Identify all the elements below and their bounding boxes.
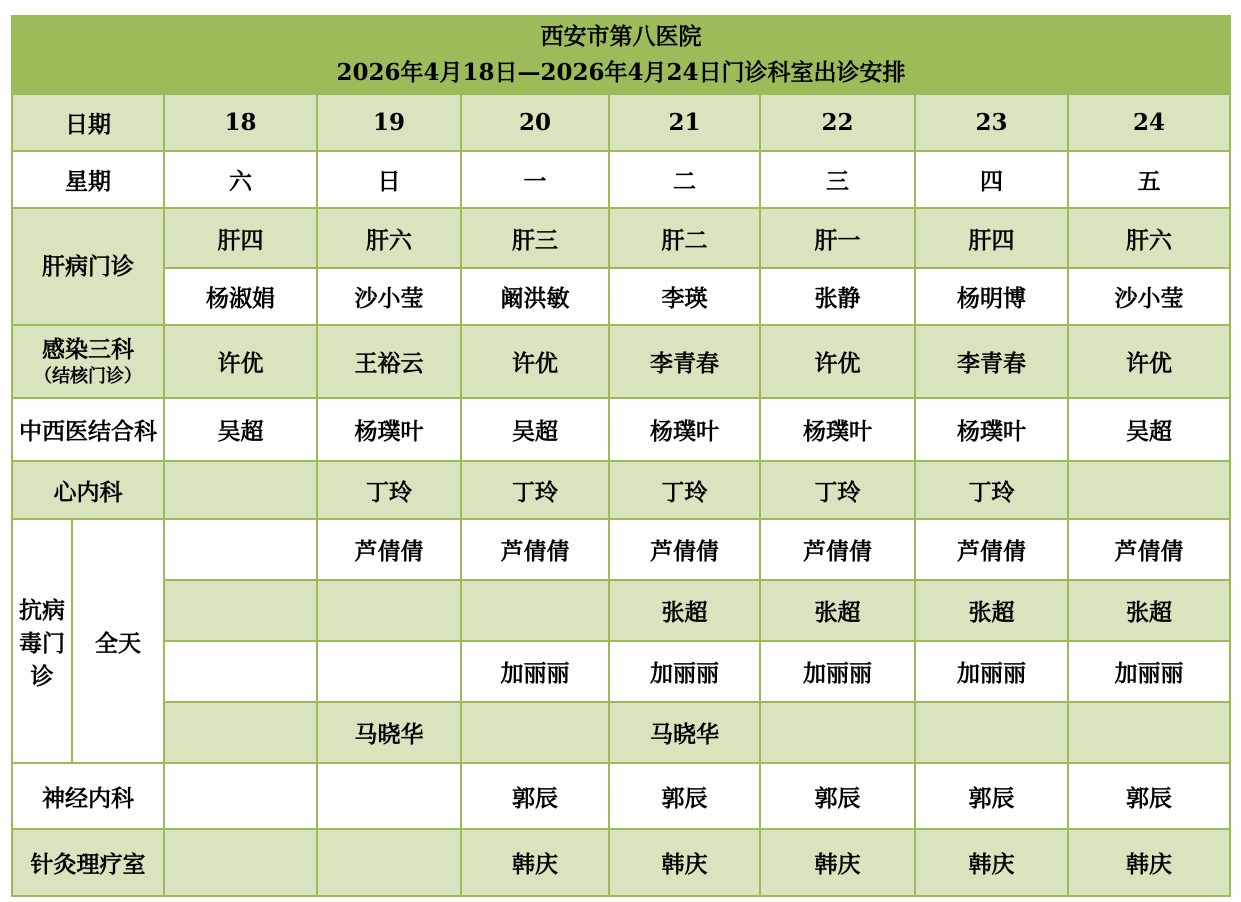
dept-label-liver-clinic: 肝病门诊 xyxy=(12,208,164,325)
infection-cell: 李青春 xyxy=(609,325,760,398)
cardiology-cell: 丁玲 xyxy=(760,461,915,519)
antiviral-cell: 加丽丽 xyxy=(760,641,915,702)
liver-doctor-cell: 杨淑娟 xyxy=(164,268,317,325)
antiviral-cell: 芦倩倩 xyxy=(1068,519,1230,580)
date-cell: 19 xyxy=(317,94,461,151)
acupuncture-cell xyxy=(317,829,461,896)
neurology-cell: 郭辰 xyxy=(760,763,915,829)
liver-doctor-cell: 杨明博 xyxy=(915,268,1068,325)
cardiology-cell: 丁玲 xyxy=(317,461,461,519)
antiviral-cell xyxy=(1068,702,1230,763)
neurology-cell: 郭辰 xyxy=(1068,763,1230,829)
liver-doctor-cell: 阚洪敏 xyxy=(461,268,609,325)
tcm-cell: 吴超 xyxy=(1068,398,1230,461)
cardiology-cell xyxy=(164,461,317,519)
infection-label-line2: （结核门诊） xyxy=(34,365,142,387)
tcm-cell: 杨璞叶 xyxy=(915,398,1068,461)
dept-label-cardiology: 心内科 xyxy=(12,461,164,519)
weekday-cell: 六 xyxy=(164,151,317,208)
neurology-cell: 郭辰 xyxy=(609,763,760,829)
tcm-cell: 杨璞叶 xyxy=(317,398,461,461)
acupuncture-cell: 韩庆 xyxy=(1068,829,1230,896)
antiviral-cell: 张超 xyxy=(760,580,915,641)
antiviral-cell xyxy=(461,580,609,641)
weekday-cell: 三 xyxy=(760,151,915,208)
neurology-cell xyxy=(164,763,317,829)
weekday-cell: 二 xyxy=(609,151,760,208)
liver-slot-cell: 肝六 xyxy=(317,208,461,268)
date-cell: 22 xyxy=(760,94,915,151)
date-cell: 24 xyxy=(1068,94,1230,151)
weekday-cell: 日 xyxy=(317,151,461,208)
liver-slot-cell: 肝一 xyxy=(760,208,915,268)
antiviral-cell xyxy=(164,702,317,763)
neurology-cell xyxy=(317,763,461,829)
antiviral-cell: 张超 xyxy=(915,580,1068,641)
infection-cell: 李青春 xyxy=(915,325,1068,398)
weekday-cell: 四 xyxy=(915,151,1068,208)
antiviral-cell xyxy=(915,702,1068,763)
dept-label-acupuncture: 针灸理疗室 xyxy=(12,829,164,896)
antiviral-cell: 芦倩倩 xyxy=(760,519,915,580)
neurology-cell: 郭辰 xyxy=(461,763,609,829)
date-cell: 21 xyxy=(609,94,760,151)
cardiology-cell xyxy=(1068,461,1230,519)
infection-cell: 许优 xyxy=(461,325,609,398)
tcm-cell: 杨璞叶 xyxy=(609,398,760,461)
schedule-date-range: 2026年4月18日—2026年4月24日门诊科室出诊安排 xyxy=(336,59,906,86)
antiviral-cell: 加丽丽 xyxy=(609,641,760,702)
weekday-cell: 一 xyxy=(461,151,609,208)
dept-label-infection-3 xyxy=(12,325,164,398)
tcm-cell: 杨璞叶 xyxy=(760,398,915,461)
antiviral-cell: 加丽丽 xyxy=(461,641,609,702)
cardiology-cell: 丁玲 xyxy=(609,461,760,519)
antiviral-cell xyxy=(164,519,317,580)
antiviral-cell xyxy=(164,580,317,641)
liver-doctor-cell: 张静 xyxy=(760,268,915,325)
antiviral-cell xyxy=(461,702,609,763)
liver-slot-cell: 肝二 xyxy=(609,208,760,268)
antiviral-cell: 张超 xyxy=(1068,580,1230,641)
acupuncture-cell: 韩庆 xyxy=(461,829,609,896)
antiviral-cell xyxy=(317,641,461,702)
antiviral-cell: 马晓华 xyxy=(317,702,461,763)
liver-slot-cell: 肝四 xyxy=(915,208,1068,268)
liver-slot-cell: 肝四 xyxy=(164,208,317,268)
schedule-table xyxy=(11,15,1231,897)
dept-label-antiviral-clinic: 抗病毒门诊 xyxy=(12,519,72,763)
antiviral-cell xyxy=(317,580,461,641)
date-cell: 23 xyxy=(915,94,1068,151)
table-title xyxy=(12,16,1230,94)
antiviral-cell: 加丽丽 xyxy=(915,641,1068,702)
antiviral-cell: 芦倩倩 xyxy=(317,519,461,580)
weekday-cell: 五 xyxy=(1068,151,1230,208)
acupuncture-cell: 韩庆 xyxy=(915,829,1068,896)
antiviral-allday-label: 全天 xyxy=(72,519,164,763)
date-row-label: 日期 xyxy=(12,94,164,151)
liver-doctor-cell: 李瑛 xyxy=(609,268,760,325)
antiviral-cell: 张超 xyxy=(609,580,760,641)
antiviral-cell xyxy=(164,641,317,702)
liver-slot-cell: 肝三 xyxy=(461,208,609,268)
liver-doctor-cell: 沙小莹 xyxy=(317,268,461,325)
date-cell: 18 xyxy=(164,94,317,151)
tcm-cell: 吴超 xyxy=(461,398,609,461)
liver-slot-cell: 肝六 xyxy=(1068,208,1230,268)
antiviral-cell xyxy=(760,702,915,763)
infection-cell: 许优 xyxy=(760,325,915,398)
cardiology-cell: 丁玲 xyxy=(461,461,609,519)
dept-label-neurology: 神经内科 xyxy=(12,763,164,829)
hospital-name: 西安市第八医院 xyxy=(540,23,702,50)
date-cell: 20 xyxy=(461,94,609,151)
antiviral-cell: 马晓华 xyxy=(609,702,760,763)
neurology-cell: 郭辰 xyxy=(915,763,1068,829)
antiviral-cell: 芦倩倩 xyxy=(915,519,1068,580)
cardiology-cell: 丁玲 xyxy=(915,461,1068,519)
acupuncture-cell: 韩庆 xyxy=(609,829,760,896)
tcm-cell: 吴超 xyxy=(164,398,317,461)
infection-cell: 王裕云 xyxy=(317,325,461,398)
week-row-label: 星期 xyxy=(12,151,164,208)
infection-label-line1: 感染三科 xyxy=(42,335,134,363)
liver-doctor-cell: 沙小莹 xyxy=(1068,268,1230,325)
antiviral-cell: 加丽丽 xyxy=(1068,641,1230,702)
antiviral-cell: 芦倩倩 xyxy=(609,519,760,580)
infection-cell: 许优 xyxy=(164,325,317,398)
infection-cell: 许优 xyxy=(1068,325,1230,398)
acupuncture-cell xyxy=(164,829,317,896)
acupuncture-cell: 韩庆 xyxy=(760,829,915,896)
dept-label-tcm-integrated: 中西医结合科 xyxy=(12,398,164,461)
antiviral-cell: 芦倩倩 xyxy=(461,519,609,580)
